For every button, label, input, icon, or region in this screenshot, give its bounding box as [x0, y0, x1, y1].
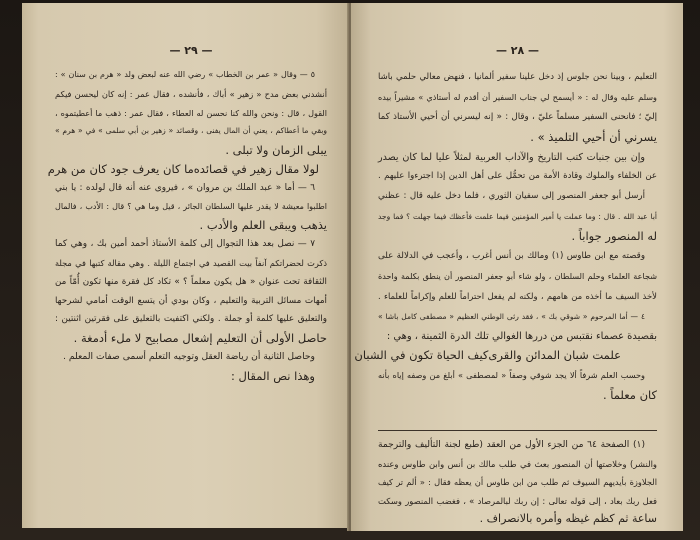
text-line: وقصته مع ابن طاوس (١) ومالك بن أنس أغرب ، وأعجب في الدلالة على [378, 251, 645, 262]
text-line: التعليم ، وبينا نحن جلوس إذ دخل علينا سفير ألمانيا ، فنهض معالي حلمي باشا [378, 72, 657, 82]
footnote [378, 436, 657, 529]
text-line: بقصيدة عصماء نقتبس من دررها الغوالي تلك الدرة الثمينة ، وهي : [386, 330, 657, 342]
verse-first-hemistich: علمت شبان المدائن والقرى [488, 348, 621, 363]
left-page [22, 3, 349, 528]
text-line: وبقي ما أعطاكم ، يعني أن المال يفنى ، وقصائد « زهير بن أبي سلمى » في « هرم » [55, 126, 327, 136]
text-line: له المنصور جواباً . [571, 229, 657, 244]
text-line: إليّ ؛ فانحنى السفير مسلماً عليّ ، وقال : « إنه ليسرني أن أحيي الأستاذ كما [378, 111, 657, 122]
text-line: ٤ — أما المرحوم « شوقي بك » ، فقد رثى الوطني العظيم « مصطفى كامل باشا » [378, 311, 645, 321]
verse-line [47, 160, 327, 179]
text-line: يبلى الزمان ولا تبلى . [225, 143, 327, 158]
page-body [47, 66, 327, 386]
verse-line [354, 346, 657, 366]
right-page [351, 3, 683, 531]
verse-second-hemistich: ما كان يعرف جود كان من هرم [47, 161, 194, 176]
text-line: وحسب العلم شرفاً ألا يجد شوقي وصفاً « لمصطفى » أبلغ من وصفه إياه بأنه [378, 370, 645, 381]
text-line: ٥ — وقال « عمر بن الخطاب » رضي الله عنه لبعض ولد « هرم بن سنان » : [55, 70, 315, 79]
footnote-line: (١) الصفحة ٦٤ من الجزء الأول من العقد (طبع لجنة التأليف والترجمة [378, 440, 645, 450]
page-number: — ٢٩ — [169, 44, 213, 57]
page-body [354, 68, 657, 406]
text-line: لأخذ السيف ما أخذه من هامهم ، ولكنه لم يفعل احتراماً للعلم وإكراماً للعلماء . [378, 290, 657, 301]
text-line: أبا عبد الله . قال : وما عملت يا أمير المؤمنين فيما علمت فأعظك فيما جهلت ؟ فما وجد [378, 212, 657, 222]
text-line: وهذا نص المقال : [230, 368, 315, 383]
text-line: القول ، قال : ونحن والله كنا نحسن له العطاء ، فقال عمر : ذهب ما أعطيتموه ، [55, 107, 327, 118]
text-line: وسلم عليه وقال له : « أيسمح لي جناب السفير أن أقدم له أستاذي » مشيراً بيده [378, 91, 657, 102]
text-line: والتعليق عليها كلمة أو جملة . ولكني اكتفيت بالتعليق على فقرتين اثنتين : [55, 314, 327, 325]
text-line: ذكرت لحضراتكم آنفاً بيت القصيد في اجتماع الليلة . وهي مقالة كتبها في مجلة [55, 257, 327, 268]
text-line: حاصل الأولى أن التعليم إشعال مصابيح لا ملء أدمغة . [73, 331, 327, 346]
text-line: أرسل أبو جعفر المنصور إلى سفيان الثوري ، فلما دخل عليه قال : عظني [378, 191, 645, 202]
text-line: أنشدني بعض مدح « زهير » أباك ، فأنشده ، فقال عمر : إنه كان ليحسن فيكم [55, 88, 327, 99]
text-line: اطلبوا معيشة لا يقدر عليها السلطان الجائر ، قيل وما هي ؟ قال : الأدب ، فالمال [55, 201, 327, 211]
text-line: يسرني أن أحيي التلميذ » . [530, 129, 657, 144]
page-number: — ٢٨ — [495, 44, 540, 57]
text-line: ٦ — أما « عبد الملك بن مروان » ، فيروى عنه أنه قال لولده : يا بني [55, 182, 315, 193]
footnote-line: ساعة ثم كظم غيظه وأمره بالانصراف . [479, 512, 657, 525]
text-line: أمهات مسائل التربية والتعليم ، وكان بودي أن يتسع الوقت أمامي لشرحها [55, 295, 327, 306]
verse-second-hemistich: كيف الحياة تكون في الشبان [354, 348, 489, 363]
text-line: الثقافة تحت عنوان « هل يكون معلماً ؟ » تكاد كل فقرة منها تكون أُمّاً من [55, 276, 327, 287]
footnote-line: الجلاوزة بأيديهم السيوف ثم طلب من ابن طاوس أن يعظه فقال : « ألم تر كيف [378, 477, 657, 487]
text-line: وحاصل الثانية أن رياضة العقل وتوجيه التعلم أسمى صفات المعلم . [63, 350, 315, 362]
text-line: شجاعة العلماء وحلم السلطان ، ولو شاء أبو جعفر المنصور أن ينطق بكلمة واحدة [378, 270, 657, 281]
text-line: يذهب ويبقى العلم والأدب . [199, 218, 327, 233]
verse-first-hemistich: لولا مقال زهير في قصائده [193, 161, 319, 176]
text-line: عن الخلفاء والملوك وقادة الأمة من تحمُّل على أهل الدين إذا اجترءوا عليهم . [378, 171, 657, 182]
footnote-separator [378, 430, 657, 431]
footnote-line: والنشر) وخلاصتها أن المنصور بعث في طلب مالك بن أنس وابن طاوس وعنده [378, 458, 657, 469]
text-line: وإن بين جنبات كتب التاريخ والآداب العربية لمثلاً عليا لما كان يصدر [378, 151, 645, 163]
footnote-line: فعل ربك بعاد ، إلى قوله تعالى : إن ربك لبالمرصاد » ، فغضب المنصور وسكت [378, 495, 657, 506]
text-line: كان معلماً . [602, 388, 657, 403]
text-line: ٧ — نصل بعد هذا التجوال إلى كلمة الأستاذ أحمد أمين بك ، وهي كما [55, 239, 315, 250]
